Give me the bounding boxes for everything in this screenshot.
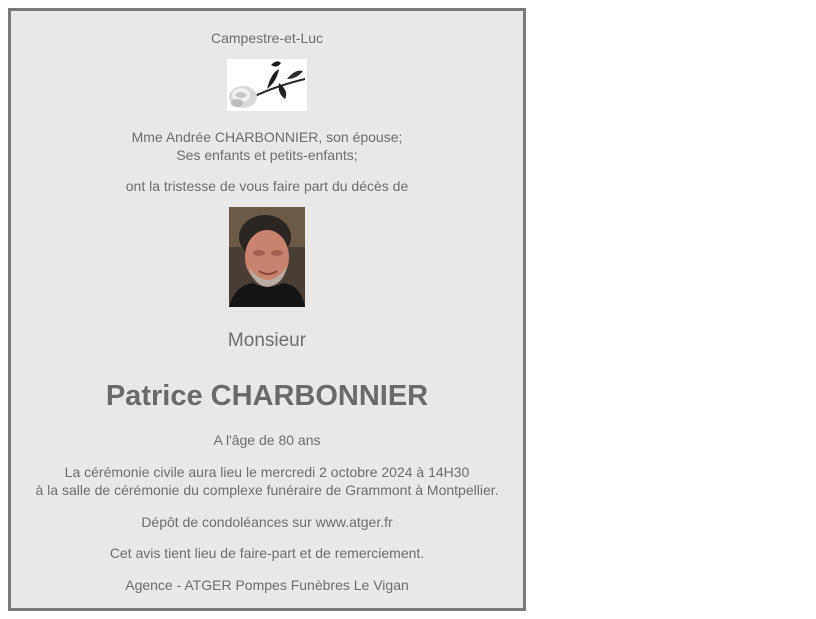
announcement-intro: ont la tristesse de vous faire part du décès de bbox=[125, 178, 409, 194]
funeral-agency: Agence - ATGER Pompes Funèbres Le Vigan bbox=[125, 577, 409, 593]
notice-statement: Cet avis tient lieu de faire-part et de remerciement. bbox=[109, 545, 425, 561]
deceased-name: Patrice CHARBONNIER bbox=[105, 380, 429, 412]
rose-icon bbox=[227, 59, 307, 111]
portrait-photo bbox=[229, 207, 305, 307]
obituary-card bbox=[8, 8, 526, 611]
ceremony-line-2: à la salle de cérémonie du complexe funéraire de Grammont à Montpellier. bbox=[35, 482, 499, 498]
family-line-1: Mme Andrée CHARBONNIER, son épouse; bbox=[131, 129, 403, 145]
family-line-2: Ses enfants et petits-enfants; bbox=[176, 147, 358, 163]
town-name: Campestre-et-Luc bbox=[210, 30, 324, 46]
honorific: Monsieur bbox=[227, 330, 307, 351]
ceremony-line-1: La cérémonie civile aura lieu le mercredi 2 octobre 2024 à 14H30 bbox=[64, 464, 470, 480]
condolences-line: Dépôt de condoléances sur www.atger.fr bbox=[141, 514, 393, 530]
age-line: A l'âge de 80 ans bbox=[213, 432, 321, 448]
